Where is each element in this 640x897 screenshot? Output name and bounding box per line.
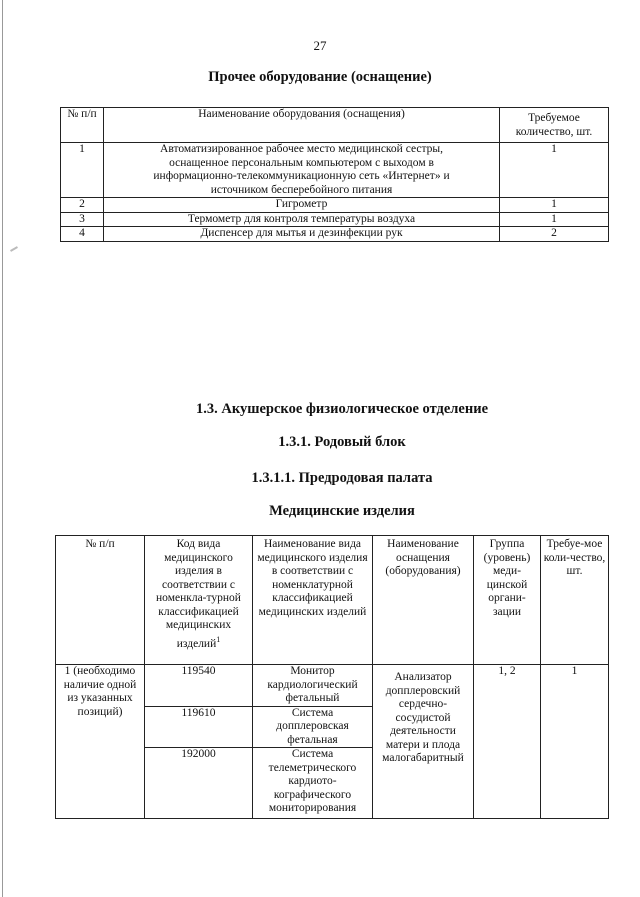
cell-code: 119610 bbox=[145, 706, 253, 748]
scan-speck bbox=[10, 246, 18, 252]
table-row bbox=[61, 227, 609, 242]
header-num: № п/п bbox=[56, 536, 145, 665]
header-qty: Требуемое количество, шт. bbox=[500, 108, 609, 143]
cell-num: 4 bbox=[61, 227, 104, 242]
table-header-row bbox=[56, 536, 609, 665]
table-row bbox=[61, 212, 609, 227]
cell-qty: 1 bbox=[500, 198, 609, 213]
cell-equipment: Анализатор допплеровский сердечно-сосудистой деятельности матери и плода малогабаритный bbox=[373, 665, 474, 819]
cell-name: Гигрометр bbox=[104, 198, 500, 213]
header-group: Группа (уровень) меди-цинской органи-зации bbox=[474, 536, 541, 665]
header-name: Наименование вида медицинского изделия в соответствии с номенклатурной классификацией медицинских изделий bbox=[253, 536, 373, 665]
cell-code: 119540 bbox=[145, 665, 253, 707]
medical-devices-table bbox=[55, 535, 609, 819]
table-row bbox=[61, 143, 609, 198]
cell-num: 1 bbox=[61, 143, 104, 198]
heading-block: 1.3.1. Родовый блок bbox=[278, 434, 406, 450]
cell-qty: 1 bbox=[500, 212, 609, 227]
cell-name: Диспенсер для мытья и дезинфекции рук bbox=[104, 227, 500, 242]
cell-qty: 1 bbox=[500, 143, 609, 198]
cell-num: 3 bbox=[61, 212, 104, 227]
other-equipment-table bbox=[60, 107, 609, 242]
cell-qty: 2 bbox=[500, 227, 609, 242]
heading-ward: 1.3.1.1. Предродовая палата bbox=[251, 470, 433, 486]
footnote-marker: 1 bbox=[216, 634, 221, 644]
page-number: 27 bbox=[313, 38, 327, 53]
header-code-text: Код вида медицинского изделия в соответствии с номенкла-турной классификацией медицинских изделий bbox=[156, 538, 241, 650]
cell-num: 1 (необходимо наличие одной из указанных позиций) bbox=[56, 665, 145, 819]
header-name: Наименование оборудования (оснащения) bbox=[104, 108, 500, 143]
header-code bbox=[145, 536, 253, 665]
cell-name: Монитор кардиологический фетальный bbox=[253, 665, 373, 707]
cell-name: Система допплеровская фетальная bbox=[253, 706, 373, 748]
cell-num: 2 bbox=[61, 198, 104, 213]
section-title-other-equipment: Прочее оборудование (оснащение) bbox=[208, 69, 432, 85]
cell-code: 192000 bbox=[145, 748, 253, 819]
scan-edge bbox=[2, 0, 3, 897]
cell-name: Система телеметрического кардиото-кографического мониторирования bbox=[253, 748, 373, 819]
header-num: № п/п bbox=[61, 108, 104, 143]
heading-department: 1.3. Акушерское физиологическое отделение bbox=[195, 401, 489, 417]
table-row bbox=[61, 198, 609, 213]
cell-name: Термометр для контроля температуры воздуха bbox=[104, 212, 500, 227]
header-qty: Требуе-мое коли-чество, шт. bbox=[541, 536, 609, 665]
table-row bbox=[56, 665, 609, 707]
cell-group: 1, 2 bbox=[474, 665, 541, 819]
cell-qty: 1 bbox=[541, 665, 609, 819]
heading-medical-devices: Медицинские изделия bbox=[269, 503, 415, 519]
cell-name: Автоматизированное рабочее место медицинской сестры, оснащенное персональным компьютером с выходом в информационно-телекоммуникационную сеть «Интернет» и источником бесперебойного питания bbox=[104, 143, 500, 198]
table-header-row bbox=[61, 108, 609, 143]
header-equipment: Наименование оснащения (оборудования) bbox=[373, 536, 474, 665]
